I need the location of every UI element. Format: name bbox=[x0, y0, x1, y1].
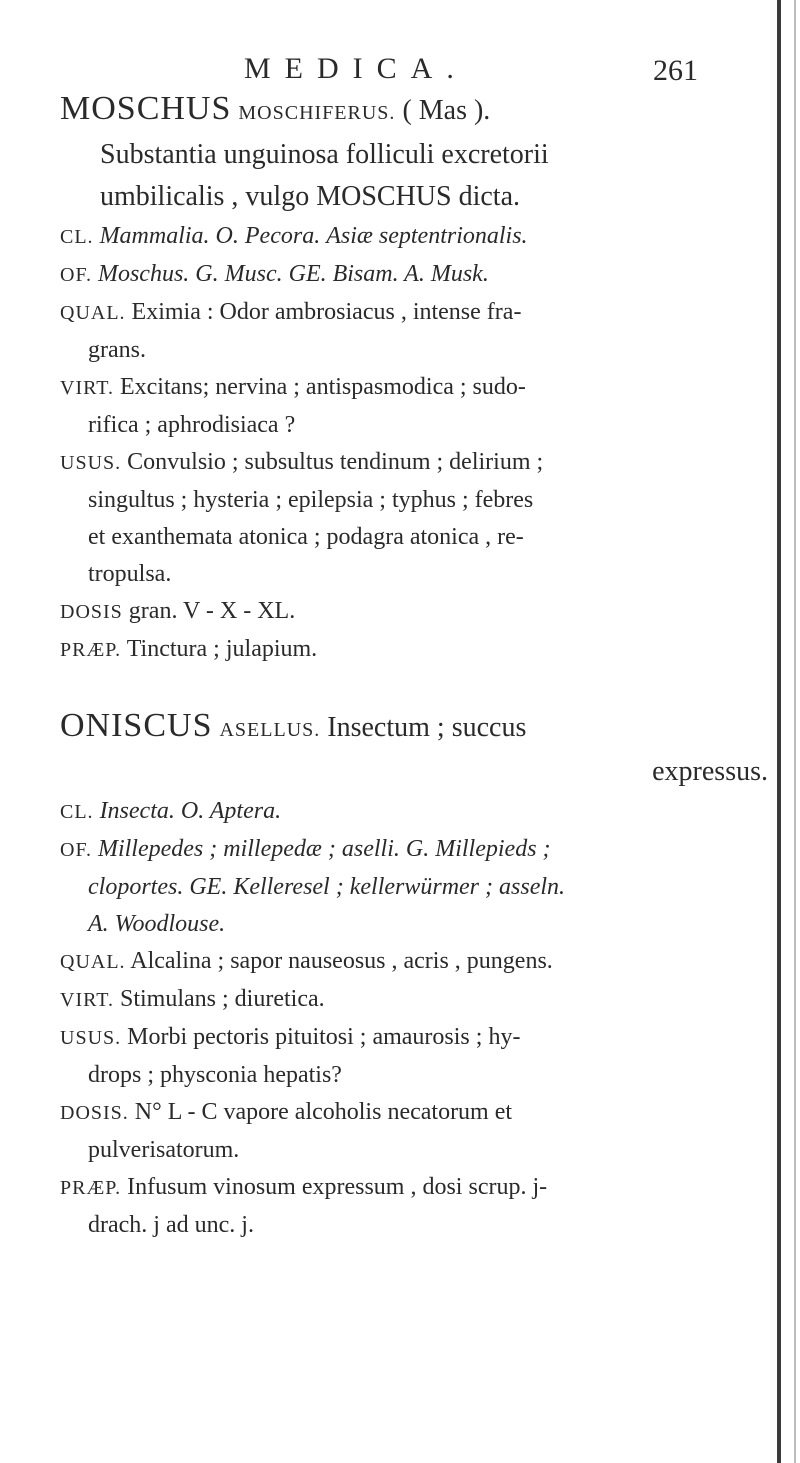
field-text: Insecta. O. Aptera. bbox=[99, 798, 282, 824]
genus-name: MOSCHUS bbox=[60, 90, 232, 127]
field-label: PRÆP. bbox=[60, 639, 122, 661]
field-text: Millepedes ; millepedæ ; aselli. G. Millepieds ; bbox=[97, 836, 551, 862]
field-label: PRÆP. bbox=[60, 1177, 122, 1199]
field-praeparata bbox=[60, 1169, 772, 1207]
species-name: MOSCHIFERUS. bbox=[238, 102, 396, 124]
field-text: Tinctura ; julapium. bbox=[126, 636, 318, 662]
field-label: CL. bbox=[60, 801, 94, 823]
field-continuation: drach. j ad unc. j. bbox=[88, 1212, 254, 1238]
field-text-italic: Asiæ septentrionalis. bbox=[326, 223, 528, 249]
species-name: ASELLUS. bbox=[219, 719, 321, 741]
field-text: cloportes. GE. Kelleresel ; kellerwürmer ; asseln. bbox=[88, 874, 566, 900]
page-number: 261 bbox=[653, 54, 698, 87]
field-text: Alcalina ; sapor nauseosus , acris , pungens. bbox=[130, 948, 553, 974]
field-dosis bbox=[60, 1094, 772, 1132]
field-continuation: drops ; physconia hepatis? bbox=[88, 1062, 342, 1088]
page-edge-shadow bbox=[794, 0, 796, 1463]
field-text: Convulsio ; subsultus tendinum ; delirium ; bbox=[127, 449, 544, 475]
field-continuation: singultus ; hysteria ; epilepsia ; typhus ; febres bbox=[88, 487, 534, 513]
field-text: Mammalia. O. Pecora. bbox=[99, 223, 321, 249]
field-text: Excitans; nervina ; antispasmodica ; sudo- bbox=[119, 374, 526, 400]
field-virtus bbox=[60, 369, 772, 407]
field-dosis bbox=[60, 593, 772, 631]
field-officinal bbox=[60, 831, 772, 869]
field-text: Morbi pectoris pituitosi ; amaurosis ; hy- bbox=[127, 1024, 521, 1050]
field-label: VIRT. bbox=[60, 377, 114, 399]
field-label: USUS. bbox=[60, 1027, 122, 1049]
field-qualitas bbox=[60, 943, 772, 981]
page-edge-rule bbox=[777, 0, 781, 1463]
field-praeparata bbox=[60, 631, 772, 669]
entry-note: Insectum ; succus bbox=[327, 712, 527, 743]
description-line: Substantia unguinosa folliculi excretorii bbox=[100, 139, 549, 170]
field-text: Infusum vinosum expressum , dosi scrup. j- bbox=[127, 1174, 548, 1200]
field-label: VIRT. bbox=[60, 989, 114, 1011]
running-title: MEDICA. bbox=[244, 52, 468, 85]
field-continuation: rifica ; aphrodisiaca ? bbox=[88, 412, 296, 438]
field-continuation: et exanthemata atonica ; podagra atonica , re- bbox=[88, 524, 524, 550]
book-page bbox=[60, 38, 772, 1244]
field-usus bbox=[60, 444, 772, 482]
field-qualitas bbox=[60, 294, 772, 332]
entry-heading bbox=[60, 88, 772, 134]
field-continuation bbox=[60, 869, 772, 906]
field-label: CL. bbox=[60, 226, 94, 248]
field-label: OF. bbox=[60, 264, 92, 286]
field-class bbox=[60, 218, 772, 256]
field-text: N° L - C vapore alcoholis necatorum et bbox=[134, 1099, 513, 1125]
entry-gap bbox=[60, 669, 772, 705]
description-line: umbilicalis , vulgo MOSCHUS dicta. bbox=[100, 181, 520, 212]
field-officinal bbox=[60, 256, 772, 294]
field-label: USUS. bbox=[60, 452, 122, 474]
field-virtus bbox=[60, 981, 772, 1019]
field-text: gran. V - X - XL. bbox=[128, 598, 296, 624]
field-class bbox=[60, 793, 772, 831]
field-label: OF. bbox=[60, 839, 92, 861]
field-text: Stimulans ; diuretica. bbox=[119, 986, 325, 1012]
entry-oniscus bbox=[60, 705, 772, 1244]
field-continuation: grans. bbox=[88, 337, 146, 363]
field-continuation: pulverisatorum. bbox=[88, 1137, 240, 1163]
entry-note-continuation: expressus. bbox=[652, 756, 768, 787]
field-label: QUAL. bbox=[60, 951, 126, 973]
entry-note: ( Mas ). bbox=[402, 95, 491, 126]
field-label: DOSIS. bbox=[60, 1102, 129, 1124]
running-head bbox=[60, 38, 772, 88]
field-usus bbox=[60, 1019, 772, 1057]
genus-name: ONISCUS bbox=[60, 707, 213, 744]
entry-moschus bbox=[60, 88, 772, 669]
field-text: A. Woodlouse. bbox=[88, 911, 226, 937]
field-label: DOSIS bbox=[60, 601, 123, 623]
field-label: QUAL. bbox=[60, 302, 126, 324]
field-continuation bbox=[60, 906, 772, 943]
field-continuation: tropulsa. bbox=[88, 561, 172, 587]
entry-heading bbox=[60, 705, 772, 751]
field-text: Eximia : Odor ambrosiacus , intense fra- bbox=[131, 299, 522, 325]
field-text: Moschus. G. Musc. GE. Bisam. A. Musk. bbox=[97, 261, 489, 287]
